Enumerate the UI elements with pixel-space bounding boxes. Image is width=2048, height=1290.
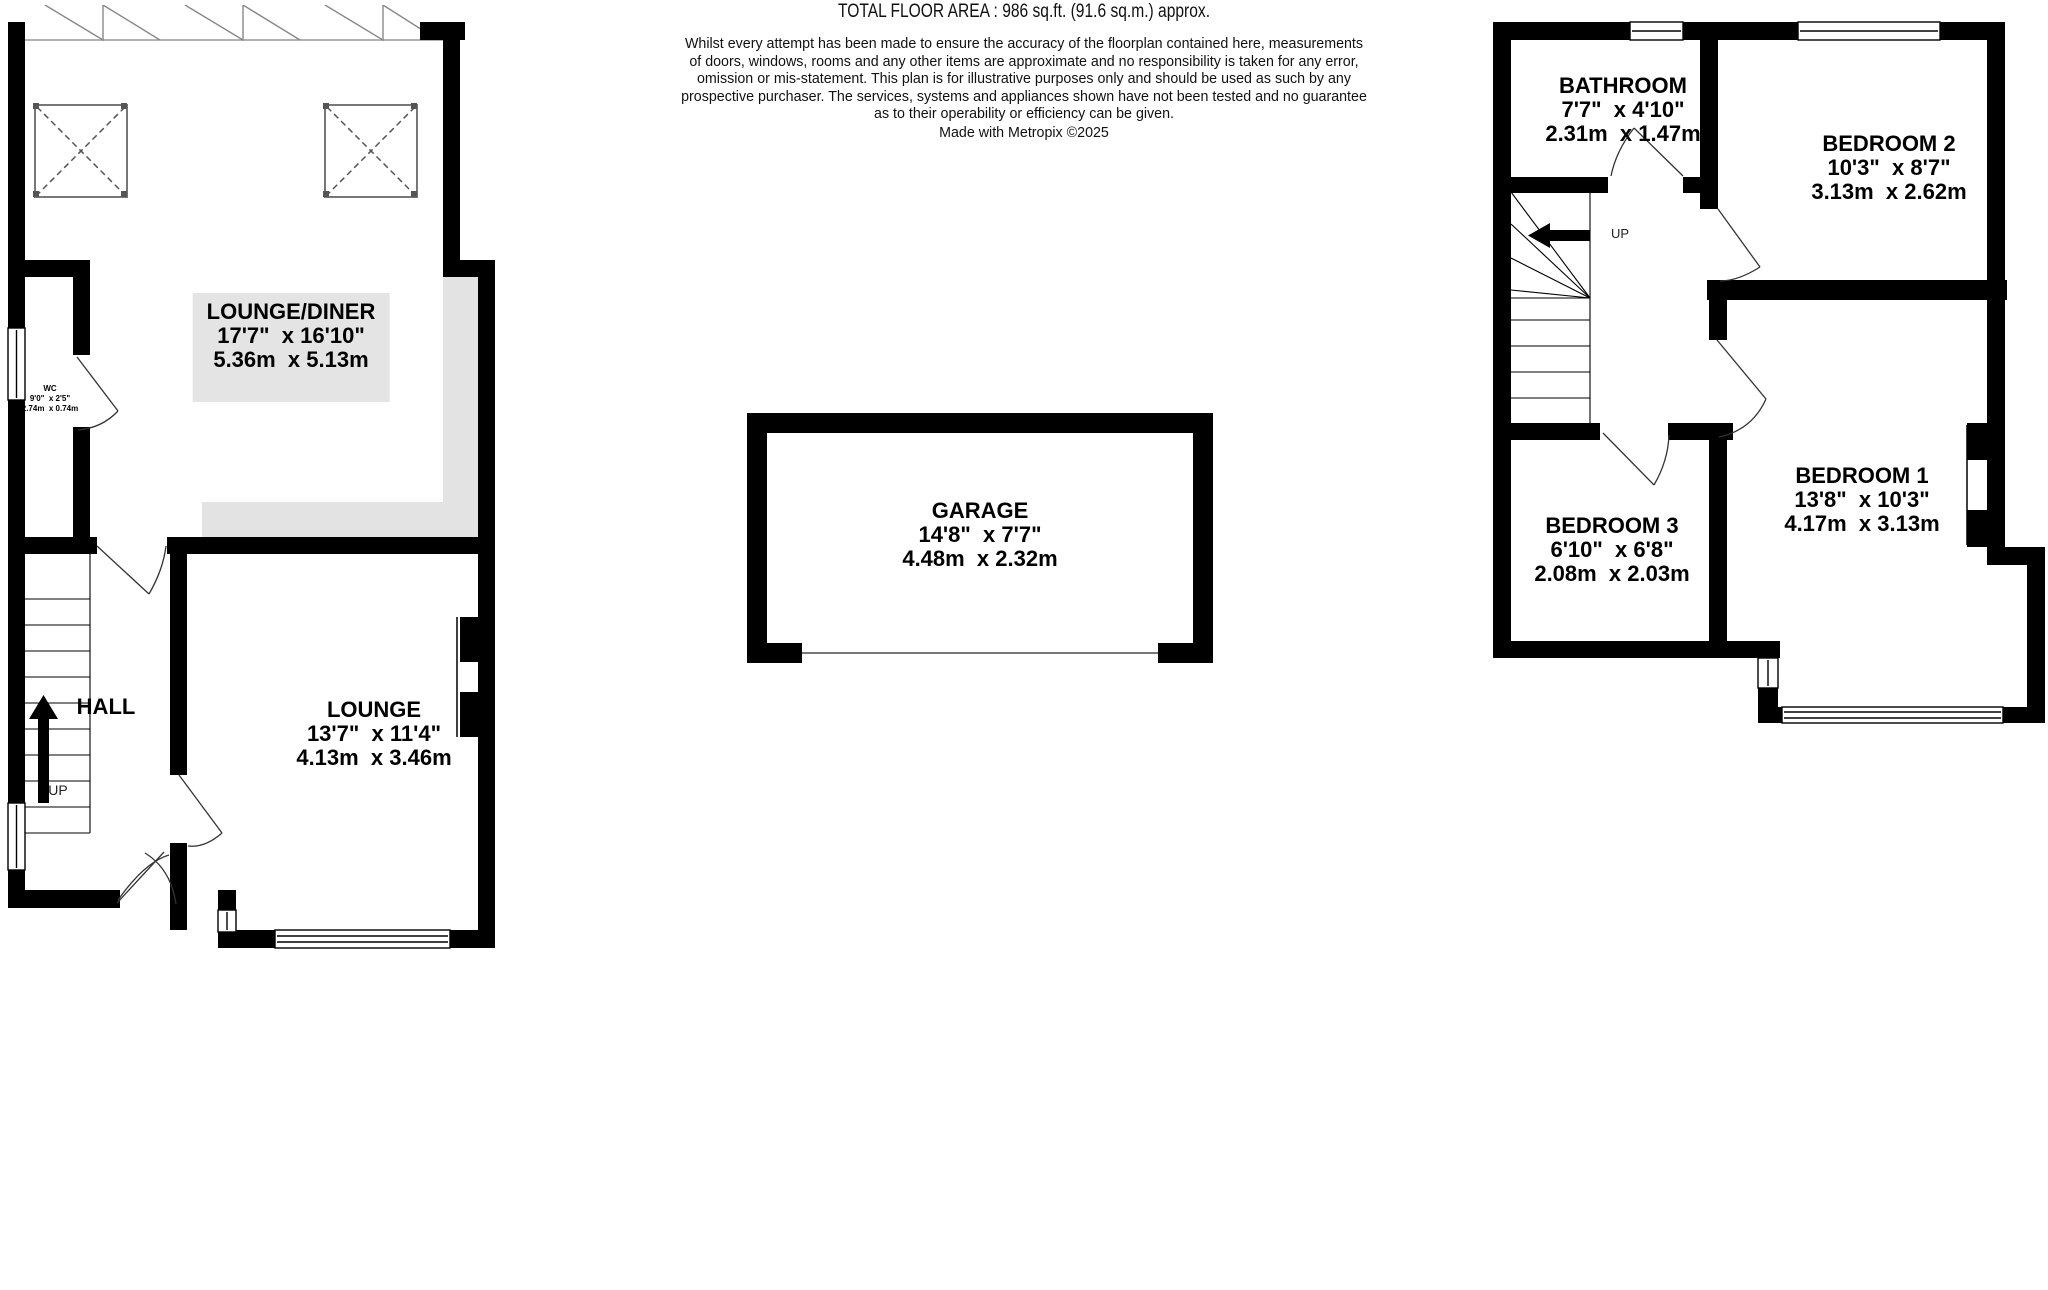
room-dims-imperial: 13'8" x 10'3" bbox=[1794, 487, 1930, 512]
window bbox=[8, 328, 450, 948]
room-label-bedroom1 bbox=[1784, 464, 1939, 536]
metropix-credit: Made with Metropix ©2025 bbox=[939, 123, 1109, 141]
room-label-garage bbox=[902, 499, 1057, 571]
room-name: LOUNGE/DINER bbox=[206, 299, 376, 324]
room-dims-imperial: 14'8" x 7'7" bbox=[918, 522, 1042, 547]
room-name: BEDROOM 3 bbox=[1545, 513, 1679, 538]
disclaimer-line: Whilst every attempt has been made to ensure the accuracy of the floorplan contained here, measurements bbox=[684, 35, 1364, 52]
total-floor-area: TOTAL FLOOR AREA : 986 sq.ft. (91.6 sq.m.) approx. bbox=[837, 1, 1211, 22]
room-dims-metric: 4.17m x 3.13m bbox=[1784, 511, 1940, 536]
room-name: BEDROOM 2 bbox=[1822, 131, 1956, 156]
room-label-hall: HALL bbox=[76, 694, 136, 719]
room-label-lounge bbox=[296, 698, 451, 770]
disclaimer-line: of doors, windows, rooms and any other items are approximate and no responsibility is taken for any error, bbox=[689, 52, 1359, 70]
room-label-bedroom3 bbox=[1534, 514, 1689, 586]
room-name: LOUNGE bbox=[326, 697, 422, 722]
room-dims-imperial: 6'10" x 6'8" bbox=[1550, 537, 1674, 562]
room-dims-metric: 4.13m x 3.46m bbox=[296, 745, 452, 770]
disclaimer-line: prospective purchaser. The services, systems and appliances shown have not been tested and no guarantee bbox=[681, 87, 1367, 105]
room-label-lounge-diner bbox=[193, 293, 390, 402]
room-name: WC bbox=[43, 384, 57, 393]
room-name: BATHROOM bbox=[1559, 73, 1687, 98]
room-dims-metric: 2.74m x 0.74m bbox=[21, 404, 79, 413]
room-dims-imperial: 9'0" x 2'5" bbox=[29, 394, 71, 403]
up-label-ground: UP bbox=[48, 782, 68, 798]
room-dims-imperial: 7'7" x 4'10" bbox=[1561, 97, 1685, 122]
room-label-wc bbox=[22, 384, 78, 414]
room-label-bedroom2 bbox=[1811, 132, 1966, 204]
room-dims-imperial: 13'7" x 11'4" bbox=[306, 721, 442, 746]
room-dims-metric: 2.08m x 2.03m bbox=[1534, 561, 1690, 586]
room-dims-metric: 3.13m x 2.62m bbox=[1811, 179, 1967, 204]
room-name: GARAGE bbox=[931, 498, 1029, 523]
room-dims-imperial: 17'7" x 16'10" bbox=[217, 323, 365, 348]
door-swing bbox=[77, 357, 222, 904]
up-label-first: UP bbox=[1610, 226, 1630, 241]
room-dims-metric: 2.31m x 1.47m bbox=[1545, 121, 1701, 146]
room-name: BEDROOM 1 bbox=[1795, 463, 1929, 488]
ground-floor-drawing bbox=[5, 5, 505, 965]
room-dims-metric: 4.48m x 2.32m bbox=[902, 546, 1058, 571]
disclaimer-line: as to their operability or efficiency can be given. bbox=[874, 105, 1174, 122]
disclaimer-line: omission or mis-statement. This plan is for illustrative purposes only and should be used as such by any bbox=[697, 70, 1351, 87]
room-dims-imperial: 10'3" x 8'7" bbox=[1827, 155, 1951, 180]
footer bbox=[0, 0, 2048, 141]
stairs bbox=[1511, 190, 1590, 433]
room-dims-metric: 5.36m x 5.13m bbox=[213, 347, 369, 372]
